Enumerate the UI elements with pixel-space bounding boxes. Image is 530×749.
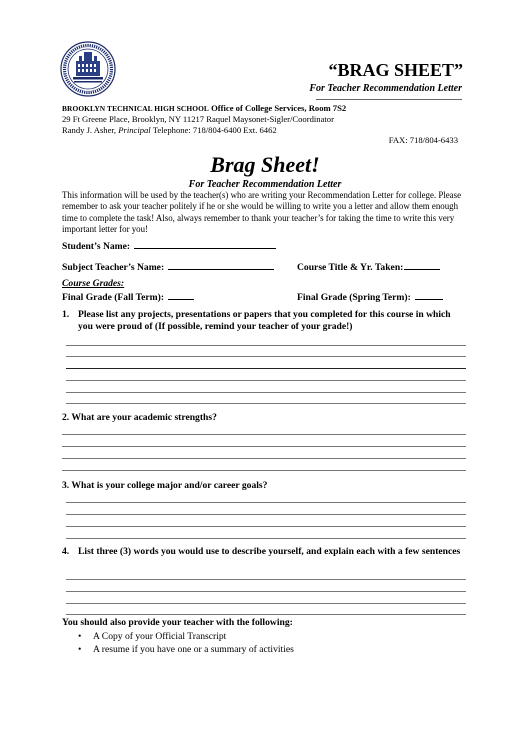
subject-teacher-label: Subject Teacher’s Name: [62, 262, 165, 273]
answer-line[interactable] [66, 591, 466, 592]
question-2: 2. What are your academic strengths? [62, 412, 217, 423]
answer-line[interactable] [62, 434, 466, 435]
address-line: 29 Ft Greene Place, Brooklyn, NY 11217 Raquel Maysonet-Sigler/Coordinator [62, 114, 334, 124]
school-seal-logo [60, 41, 116, 97]
question-4-text: List three (3) words you would use to describe yourself, and explain each with a few sentences [78, 546, 461, 557]
course-title-label: Course Title & Yr. Taken: [297, 262, 404, 273]
answer-line[interactable] [62, 446, 466, 447]
course-grades-heading: Course Grades: [62, 278, 125, 289]
page-subtitle: For Teacher Recommendation Letter [188, 179, 342, 190]
question-1 [62, 309, 462, 334]
answer-line[interactable] [66, 356, 466, 357]
question-1-text: Please list any projects, presentations or papers that you completed for this course in which you were proud of (If possible, remind your teacher of your grade!) [78, 309, 451, 333]
answer-line[interactable] [66, 502, 466, 503]
student-name-input[interactable] [134, 239, 276, 249]
question-3: 3. What is your college major and/or career goals? [62, 480, 268, 491]
answer-line[interactable] [66, 579, 466, 580]
header-divider [316, 99, 462, 100]
answer-line[interactable] [62, 470, 466, 471]
office-name: Office of College Services, Room 7S2 [208, 103, 347, 113]
student-name-label: Student’s Name: [62, 241, 131, 252]
final-grade-fall-field [62, 290, 194, 303]
final-grade-fall-label: Final Grade (Fall Term): [62, 292, 165, 303]
question-4 [62, 546, 462, 558]
principal-title: Principal [118, 125, 151, 135]
list-item: • A resume if you have one or a summary of activities [78, 643, 294, 656]
subject-teacher-input[interactable] [168, 260, 274, 270]
principal-line [62, 125, 346, 136]
course-title-field [297, 260, 440, 273]
page-title: Brag Sheet! [210, 152, 320, 177]
answer-line[interactable] [66, 603, 466, 604]
answer-line[interactable] [62, 458, 466, 459]
question-1-number: 1. [62, 309, 70, 320]
school-line [62, 103, 346, 114]
telephone: Telephone: 718/804-6400 Ext. 6462 [150, 125, 277, 135]
final-grade-spring-input[interactable] [415, 290, 443, 300]
final-grade-spring-label: Final Grade (Spring Term): [297, 292, 411, 303]
answer-line[interactable] [66, 403, 466, 404]
principal-name: Randy J. Asher, [62, 125, 119, 135]
final-grade-fall-input[interactable] [168, 290, 194, 300]
answer-line[interactable] [66, 526, 466, 527]
subject-teacher-field [62, 260, 274, 273]
school-address-block [62, 103, 346, 136]
provide-list [78, 630, 294, 656]
list-item: • A Copy of your Official Transcript [78, 630, 294, 643]
brag-sheet-header-title: “BRAG SHEET” [328, 60, 463, 80]
intro-paragraph: This information will be used by the teacher(s) who are writing your Recommendation Letter for college. Please remember to ask your teacher politely if he or she would be willing to write you a letter and allow them enough time to complete the task! Also, always remember to thank your teacher’s for taking the time to write this very important letter for you! [62, 190, 462, 234]
also-provide-heading: You should also provide your teacher with the following: [62, 617, 293, 628]
final-grade-spring-field [297, 290, 443, 303]
fax-number: FAX: 718/804-6433 [388, 135, 458, 145]
school-name: BROOKLYN TECHNICAL HIGH SCHOOL [62, 104, 209, 113]
question-4-number: 4. [62, 546, 70, 557]
answer-line[interactable] [66, 392, 466, 393]
answer-line[interactable] [66, 368, 466, 369]
answer-line[interactable] [66, 345, 466, 346]
answer-line[interactable] [66, 538, 466, 539]
answer-line[interactable] [66, 614, 466, 615]
answer-line[interactable] [66, 514, 466, 515]
brag-sheet-header-subtitle: For Teacher Recommendation Letter [309, 83, 462, 94]
answer-line[interactable] [66, 380, 466, 381]
student-name-field [62, 239, 276, 252]
course-title-input[interactable] [404, 260, 440, 270]
